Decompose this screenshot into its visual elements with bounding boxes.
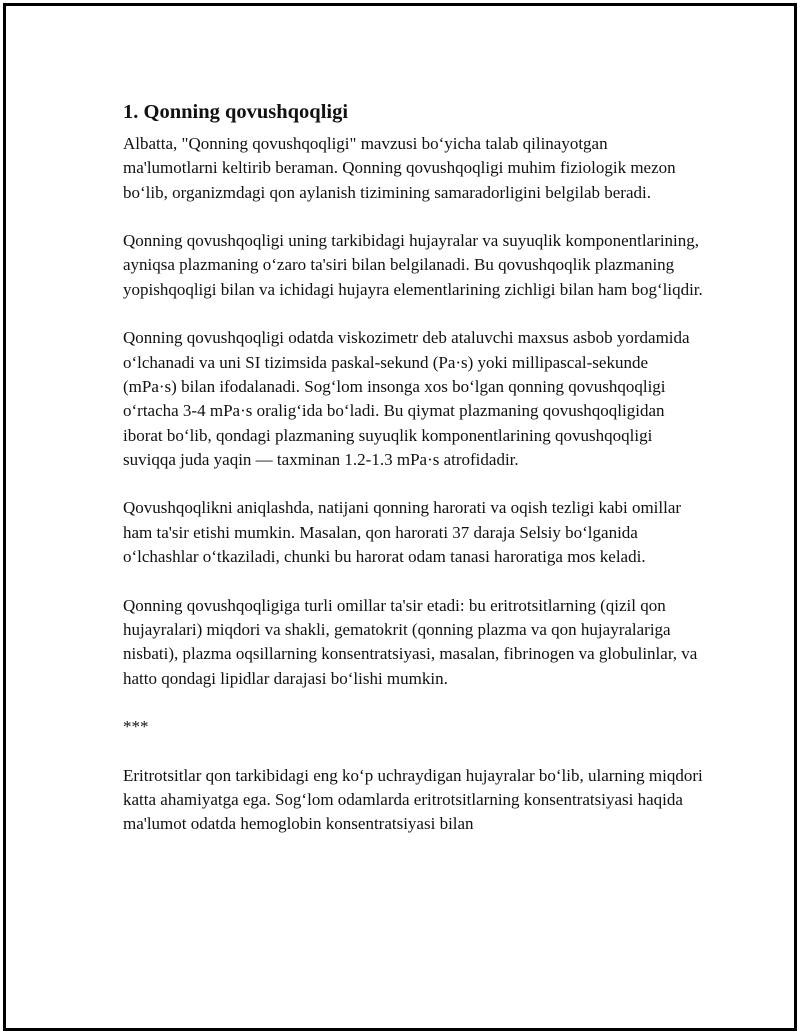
paragraph-erythrocytes: Eritrotsitlar qon tarkibidagi eng koʻp uchraydigan hujayralar boʻlib, ularning miqdori katta ahamiyatga ega. Sogʻlom odamlarda eritrotsitlarning konsentratsiyasi haqida ma'lumot odatda hemoglobin konsentratsiyasi bilan xyxy=(123,765,703,834)
section-separator: *** xyxy=(123,717,149,737)
paragraph-factors: Qonning qovushqoqligiga turli omillar ta'sir etadi: bu eritrotsitlarning (qizil qon hujayralari) miqdori va shakli, gematokrit (qonning plazma va qon hujayralariga nisbati), plazma oqsillarning konsentratsiyasi, masalan, fibrinogen va globulinlar, va hatto qondagi lipidlar darajasi boʻlishi mumkin. xyxy=(123,595,698,688)
page-frame xyxy=(3,3,797,1031)
paragraph-temperature: Qovushqoqlikni aniqlashda, natijani qonning harorati va oqish tezligi kabi omillar ham ta'sir etishi mumkin. Masalan, qon harorati 37 daraja Selsiy boʻlganida oʻlchashlar oʻtkaziladi, chunki bu harorat odam tanasi haroratiga mos keladi. xyxy=(123,498,682,567)
paragraph-measurement: Qonning qovushqoqligi odatda viskozimetr deb ataluvchi maxsus asbob yordamida oʻlchanadi va uni SI tizimsida paskal-sekund (Pa·s) yoki millipascal-sekunde (mPa·s) bilan ifodalanadi. Sogʻlom insonga xos boʻlgan qonning qovushqoqligi oʻrtacha 3-4 mPa·s oraligʻida boʻladi. Bu qiymat plazmaning qovushqoqligidan iborat boʻlib, qondagi plazmaning suyuqlik komponentlarining qovushqoqligi suviqqa juda yaqin — taxminan 1.2-1.3 mPa·s atrofidadir. xyxy=(123,328,690,469)
paragraph-composition: Qonning qovushqoqligi uning tarkibidagi hujayralar va suyuqlik komponentlarining, ayniqsa plazmaning oʻzaro ta'siri bilan belgilanadi. Bu qovushqoqlik plazmaning yopishqoqligi bilan va ichidagi hujayra elementlarining zichligi bilan ham bogʻliqdir. xyxy=(123,231,703,299)
document-title: 1. Qonning qovushqoqligi xyxy=(123,101,349,123)
paragraph-intro: Albatta, "Qonning qovushqoqligi" mavzusi boʻyicha talab qilinayotgan ma'lumotlarni keltirib beraman. Qonning qovushqoqligi muhim fiziologik mezon boʻlib, organizmdagi qon aylanish tizimining samaradorligini belgilab beradi. xyxy=(123,134,676,202)
document-body xyxy=(121,98,706,837)
